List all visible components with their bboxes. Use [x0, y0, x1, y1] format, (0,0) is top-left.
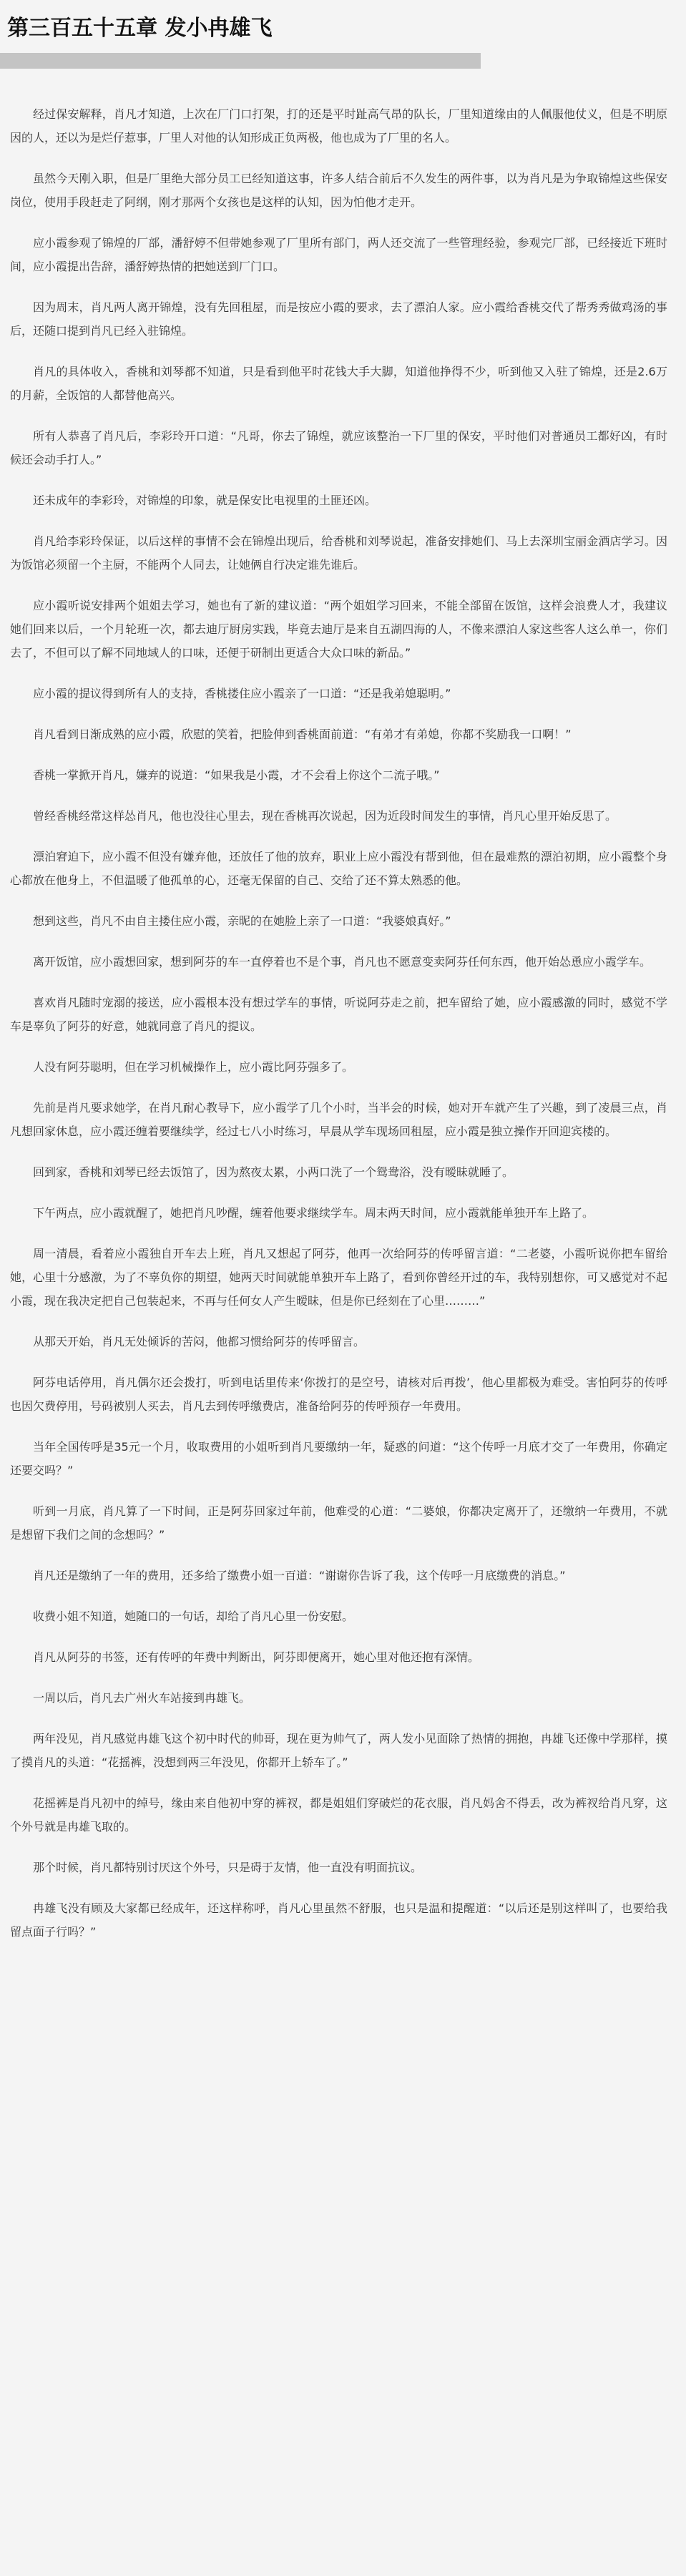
- body-paragraph: 想到这些，肖凡不由自主搂住应小霞，亲昵的在她脸上亲了一口道：“我婆娘真好。”: [33, 914, 451, 928]
- body-paragraph: 那个时候，肖凡都特别讨厌这个外号，只是碍于友情，他一直没有明面抗议。: [33, 1861, 423, 1874]
- title-underline-bar: [0, 53, 481, 69]
- body-paragraph: 阿芬电话停用，肖凡偶尔还会拨打，听到电话里传来‘你拨打的是空号，请核对后再拨’，他心里都极为难受。害怕阿芬的传呼也因欠费停用，号码被别人买去，肖凡去到传呼缴费店，准备给阿芬的传呼预存一年费用。: [10, 1376, 667, 1413]
- body-paragraph: 下午两点，应小霞就醒了，她把肖凡吵醒，缠着他要求继续学车。周末两天时间，应小霞就能单独开车上路了。: [33, 1206, 594, 1220]
- body-paragraph: 经过保安解释，肖凡才知道，上次在厂门口打架，打的还是平时趾高气昂的队长，厂里知道缘由的人佩服他仗义，但是不明原因的人，还以为是烂仔惹事，厂里人对他的认知形成正负两极，他也成为了厂里的名人。: [10, 107, 667, 145]
- body-paragraph: 听到一月底，肖凡算了一下时间，正是阿芬回家过年前，他难受的心道：“二婆娘，你都决定离开了，还缴纳一年费用，不就是想留下我们之间的念想吗？”: [10, 1504, 667, 1542]
- body-paragraph: 两年没见，肖凡感觉冉雄飞这个初中时代的帅哥，现在更为帅气了，两人发小见面除了热情的拥抱，冉雄飞还像中学那样，摸了摸肖凡的头道：“花摇裤，没想到两三年没见，你都开上轿车了。”: [10, 1732, 667, 1769]
- chapter-content: [0, 102, 686, 1944]
- body-paragraph: 收费小姐不知道，她随口的一句话，却给了肖凡心里一份安慰。: [33, 1610, 354, 1623]
- body-paragraph: 应小霞参观了锦煌的厂部，潘舒婷不但带她参观了厂里所有部门，两人还交流了一些管理经验，参观完厂部，已经接近下班时间，应小霞提出告辞，潘舒婷热情的把她送到厂门口。: [10, 236, 667, 273]
- body-paragraph: 所有人恭喜了肖凡后，李彩玲开口道：“凡哥，你去了锦煌，就应该整治一下厂里的保安，平时他们对普通员工都好凶，有时候还会动手打人。”: [10, 429, 667, 466]
- body-paragraph: 应小霞的提议得到所有人的支持，香桃搂住应小霞亲了一口道：“还是我弟媳聪明。”: [33, 687, 451, 700]
- body-paragraph: 虽然今天刚入职，但是厂里绝大部分员工已经知道这事，许多人结合前后不久发生的两件事，以为肖凡是为争取锦煌这些保安岗位，使用手段赶走了阿纲，刚才那两个女孩也是这样的认知，因为怕他才走开。: [10, 172, 667, 209]
- body-paragraph: 周一清晨，看着应小霞独自开车去上班，肖凡又想起了阿芬，他再一次给阿芬的传呼留言道：“二老婆，小霞听说你把车留给她，心里十分感激，为了不辜负你的期望，她两天时间就能单独开车上路了，看到你曾经开过的车，我特别想你，可又感觉对不起小霞，现在我决定把自己包装起来，不再与任何女人产生暧昧，但是你已经刻在了心里………”: [10, 1247, 667, 1308]
- body-paragraph: 肖凡给李彩玲保证，以后这样的事情不会在锦煌出现后，给香桃和刘琴说起，准备安排她们、马上去深圳宝丽金酒店学习。因为饭馆必须留一个主厨，不能两个人同去，让她俩自行决定谁先谁后。: [10, 534, 667, 572]
- body-paragraph: 人没有阿芬聪明，但在学习机械操作上，应小霞比阿芬强多了。: [33, 1060, 354, 1074]
- body-paragraph: 喜欢肖凡随时宠溺的接送，应小霞根本没有想过学车的事情，听说阿芬走之前，把车留给了她，应小霞感激的同时，感觉不学车是辜负了阿芬的好意，她就同意了肖凡的提议。: [10, 996, 667, 1033]
- body-paragraph: 当年全国传呼是35元一个月，收取费用的小姐听到肖凡要缴纳一年，疑惑的问道：“这个传呼一月底才交了一年费用，你确定还要交吗？”: [10, 1440, 667, 1477]
- body-paragraph: 肖凡的具体收入，香桃和刘琴都不知道，只是看到他平时花钱大手大脚，知道他挣得不少，听到他又入驻了锦煌，还是2.6万的月薪，全饭馆的人都替他高兴。: [10, 365, 667, 402]
- chapter-title: 第三百五十五章 发小冉雄飞: [7, 16, 273, 41]
- body-paragraph: 从那天开始，肖凡无处倾诉的苦闷，他都习惯给阿芬的传呼留言。: [33, 1335, 366, 1348]
- body-paragraph: 冉雄飞没有顾及大家都已经成年，还这样称呼，肖凡心里虽然不舒服，也只是温和提醒道：“以后还是别这样叫了，也要给我留点面子行吗？”: [10, 1901, 667, 1939]
- body-paragraph: 漂泊窘迫下，应小霞不但没有嫌弃他，还放任了他的放弃，职业上应小霞没有帮到他，但在最难熬的漂泊初期，应小霞整个身心都放在他身上，不但温暖了他孤单的心，还毫无保留的自己、交给了还不算太熟悉的他。: [10, 850, 667, 887]
- body-paragraph: 应小霞听说安排两个姐姐去学习，她也有了新的建议道：“两个姐姐学习回来，不能全部留在饭馆，这样会浪费人才，我建议她们回来以后，一个月轮班一次，都去迪厅厨房实践，毕竟去迪厅是来自五湖四海的人，不像来漂泊人家这些客人这么单一，你们去了，不但可以了解不同地域人的口味，还便于研制出更适合大众口味的新品。”: [10, 599, 667, 660]
- body-paragraph: 肖凡从阿芬的书签，还有传呼的年费中判断出，阿芬即便离开，她心里对他还抱有深情。: [33, 1650, 480, 1664]
- body-paragraph: 肖凡看到日渐成熟的应小霞，欣慰的笑着，把脸伸到香桃面前道：“有弟才有弟媳，你都不奖励我一口啊！”: [33, 728, 572, 741]
- body-paragraph: 花摇裤是肖凡初中的绰号，缘由来自他初中穿的裤衩，都是姐姐们穿破烂的花衣服，肖凡妈舍不得丢，改为裤衩给肖凡穿，这个外号就是冉雄飞取的。: [10, 1796, 667, 1833]
- body-paragraph: 回到家，香桃和刘琴已经去饭馆了，因为熬夜太累，小两口洗了一个鸳鸯浴，没有暧昧就睡了。: [33, 1165, 514, 1179]
- body-paragraph: 离开饭馆，应小霞想回家，想到阿芬的车一直停着也不是个事，肖凡也不愿意变卖阿芬任何东西，他开始怂恿应小霞学车。: [33, 955, 652, 969]
- body-paragraph: 一周以后，肖凡去广州火车站接到冉雄飞。: [33, 1691, 251, 1705]
- body-paragraph: 还未成年的李彩玲，对锦煌的印象，就是保安比电视里的土匪还凶。: [33, 494, 377, 507]
- body-paragraph: 曾经香桃经常这样怂肖凡，他也没往心里去，现在香桃再次说起，因为近段时间发生的事情，肖凡心里开始反思了。: [33, 809, 617, 823]
- body-paragraph: 肖凡还是缴纳了一年的费用，还多给了缴费小姐一百道：“谢谢你告诉了我，这个传呼一月底缴费的消息。”: [33, 1569, 566, 1582]
- body-paragraph: 香桃一掌掀开肖凡，嫌弃的说道：“如果我是小霞，才不会看上你这个二流子哦。”: [33, 768, 440, 782]
- body-paragraph: 因为周末，肖凡两人离开锦煌，没有先回租屋，而是按应小霞的要求，去了漂泊人家。应小霞给香桃交代了帮秀秀做鸡汤的事后，还随口提到肖凡已经入驻锦煌。: [10, 300, 667, 338]
- body-paragraph: 先前是肖凡要求她学，在肖凡耐心教导下，应小霞学了几个小时，当半会的时候，她对开车就产生了兴趣，到了凌晨三点，肖凡想回家休息，应小霞还缠着要继续学，经过七八小时练习，早晨从学车现场回租屋，应小霞是独立操作开回迎宾楼的。: [10, 1101, 667, 1138]
